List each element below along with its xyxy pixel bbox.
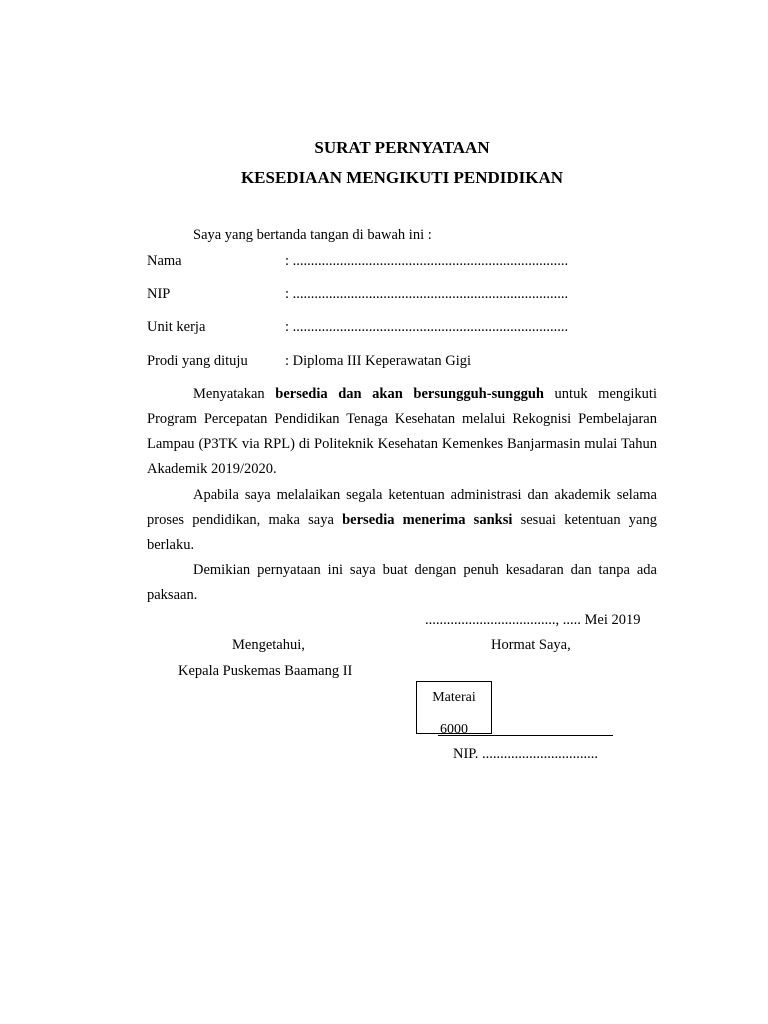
field-label-nip: NIP xyxy=(147,286,171,302)
field-value-nip: : ............................................................................ xyxy=(285,286,569,302)
sanction-emphasis: bersedia menerima sanksi xyxy=(342,512,513,528)
acknowledge-label: Mengetahui, xyxy=(232,637,305,653)
stamp-label: Materai xyxy=(432,690,476,705)
statement-text-start: Menyatakan xyxy=(193,386,276,402)
materai-stamp-box xyxy=(416,681,492,734)
field-label-prodi: Prodi yang dituju xyxy=(147,353,248,369)
signature-line xyxy=(438,735,613,736)
intro-text: Saya yang bertanda tangan di bawah ini : xyxy=(193,227,432,243)
sanction-text-start: Apabila saya melalaikan segala ketentuan administrasi dan akademik selama proses pendidikan, maka saya xyxy=(147,487,657,528)
sanction-paragraph xyxy=(147,483,657,558)
closing-paragraph: Demikian pernyataan ini saya buat dengan penuh kesadaran dan tanpa ada paksaan. xyxy=(147,562,657,603)
statement-paragraph xyxy=(147,382,657,482)
statement-emphasis: bersedia dan akan bersungguh-sungguh xyxy=(275,386,544,402)
document-subtitle: KESEDIAAN MENGIKUTI PENDIDIKAN xyxy=(240,168,564,187)
field-value-prodi: : Diploma III Keperawatan Gigi xyxy=(285,353,472,369)
stamp-value: 6000 xyxy=(440,722,468,734)
document-title: SURAT PERNYATAAN xyxy=(314,138,490,157)
field-label-unit-kerja: Unit kerja xyxy=(147,319,206,335)
statement-text-end: untuk mengikuti Program Percepatan Pendidikan Tenaga Kesehatan melalui Rekognisi Pembelajaran Lampau (P3TK via RPL) di Politeknik Kesehatan Kemenkes Banjarmasin mulai Tahun Akademik 2019/2020. xyxy=(147,386,657,477)
field-label-nama: Nama xyxy=(147,253,182,269)
date-line: ...................................., ..... Mei 2019 xyxy=(425,612,641,628)
sanction-text-end: sesuai ketentuan yang berlaku. xyxy=(147,512,657,553)
greeting-label: Hormat Saya, xyxy=(491,637,571,653)
field-value-unit-kerja: : ............................................................................ xyxy=(285,319,569,335)
nip-signature: NIP. ................................ xyxy=(453,746,599,762)
head-position: Kepala Puskemas Baamang II xyxy=(178,663,353,679)
field-value-nama: : ............................................................................ xyxy=(285,253,569,269)
